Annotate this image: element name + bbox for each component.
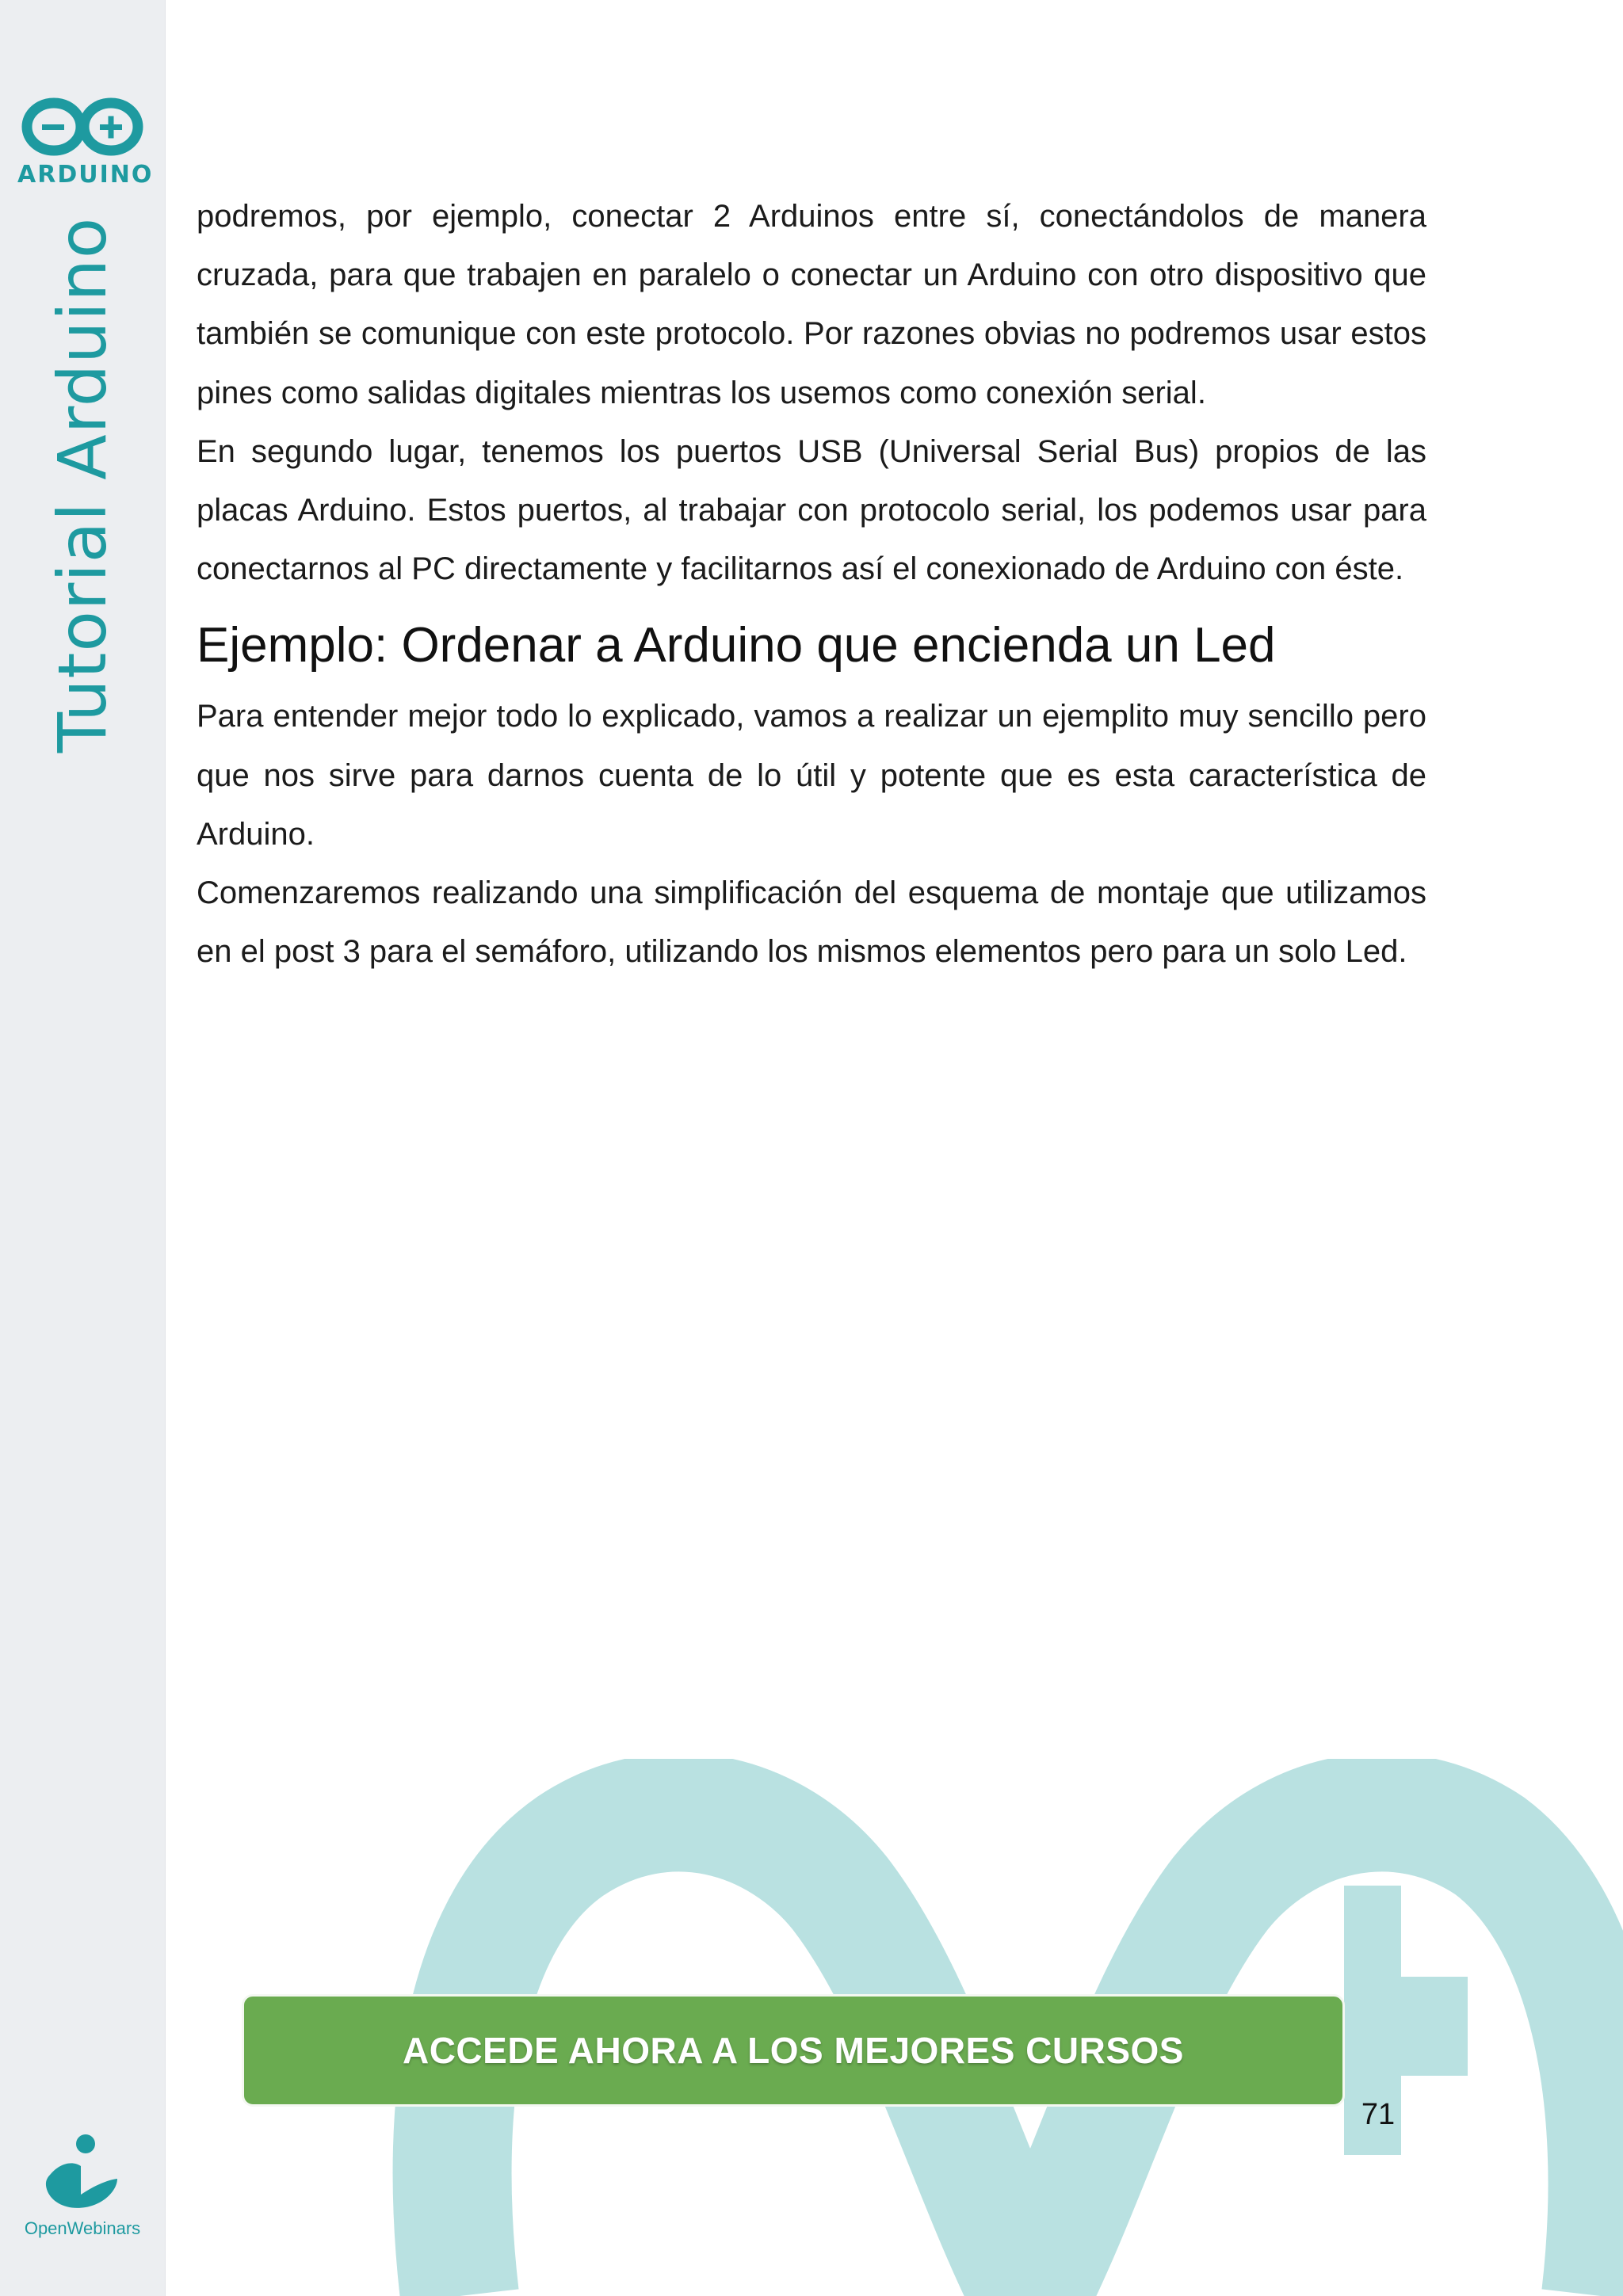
arduino-logo-text: ARDUINO: [17, 161, 154, 189]
arduino-logo: [17, 93, 154, 189]
page-number: 71: [1361, 2098, 1396, 2131]
openwebinars-logo-text: OpenWebinars: [24, 2218, 141, 2238]
body-paragraph: En segundo lugar, tenemos los puertos USB (Universal Serial Bus) propios de las placas Arduino. Estos puertos, al trabajar con protocolo serial, los podemos usar para conectarnos al PC directamente y facilitarnos así el conexionado de Arduino con éste.: [197, 433, 1426, 587]
main-content: [197, 187, 1426, 981]
body-paragraph: podremos, por ejemplo, conectar 2 Arduinos entre sí, conectándolos de manera cruzada, para que trabajen en paralelo o conectar un Arduino con otro dispositivo que también se comunique con este protocolo. Por razones obvias no podremos usar estos pines como salidas digitales mientras los usemos como conexión serial.: [197, 199, 1426, 410]
cta-courses-button[interactable]: ACCEDE AHORA A LOS MEJORES CURSOS: [242, 1994, 1345, 2107]
body-paragraph: Comenzaremos realizando una simplificación del esquema de montaje que utilizamos en el post 3 para el semáforo, utilizando los mismos elementos pero para un solo Led.: [197, 875, 1426, 970]
sidebar: [0, 0, 166, 2296]
openwebinars-logo: [16, 2133, 149, 2239]
body-paragraph: Para entender mejor todo lo explicado, vamos a realizar un ejemplito muy sencillo pero que nos sirve para darnos cuenta de lo útil y potente que es esta característica de Arduino.: [197, 699, 1426, 852]
arduino-infinity-logo-icon: [17, 93, 147, 158]
section-heading: Ejemplo: Ordenar a Arduino que encienda un Led: [197, 618, 1276, 673]
sidebar-vertical-title: Tutorial Arduino: [44, 216, 121, 753]
openwebinars-logo-icon: [35, 2133, 130, 2215]
